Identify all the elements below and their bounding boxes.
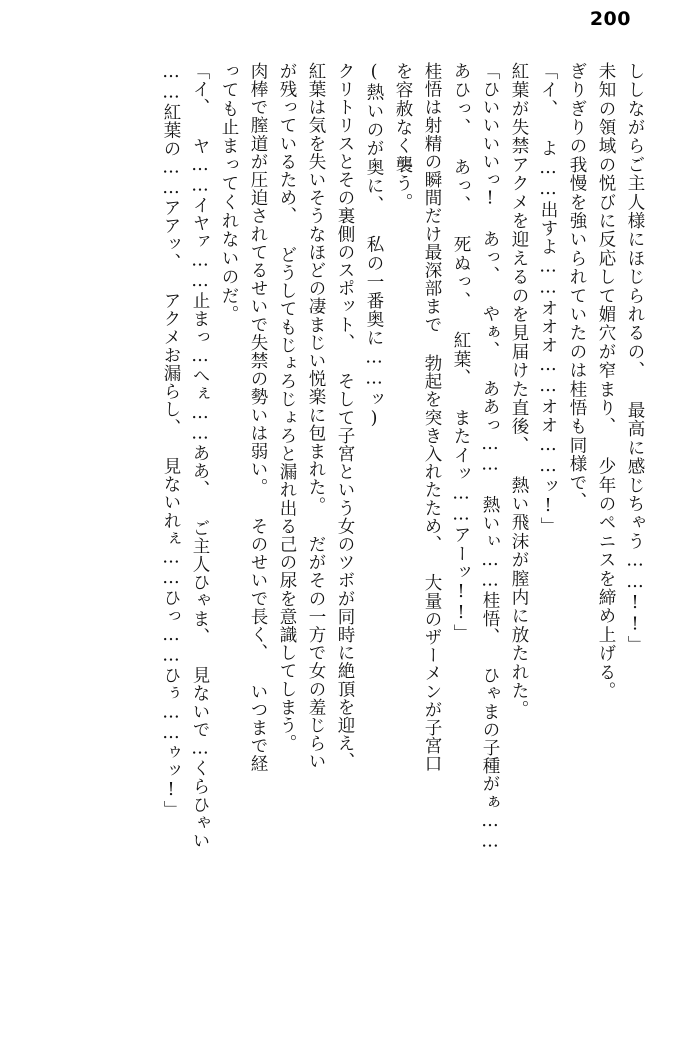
text-column: ぎりぎりの我慢を強いられていたのは桂悟も同様で、 [567, 62, 587, 511]
text-column: 紅葉は気を失いそうなほどの凄まじい悦楽に包まれた。 だがその一方で女の羞じらい [306, 62, 326, 771]
text-column: ……紅葉の……アアッ、 アクメお漏らし、 見ないれぇ……ひっ……ひぅ……ゥッ!」 [161, 62, 181, 819]
vertical-text-body [40, 62, 643, 1028]
text-column: っても止まってくれないのだ。 [219, 62, 239, 324]
text-column: あひっ、 あっ、 死ぬっ、 紅葉、 またイッ……アーッ!!」 [451, 62, 471, 643]
text-column: を容赦なく襲う。 [393, 62, 413, 212]
text-column: 「ひいいいいっ! あっ、 やぁ、 ああっ…… 熱いぃ……桂悟、 ひゃまの子種がぁ…… [480, 62, 500, 853]
text-column: 「イ、 よ……出すよ……オオオ……オオ……ッ!」 [538, 62, 558, 536]
text-column: クリトリスとその裏側のスポット、 そして子宮という女のツボが同時に絶頂を迎え、 [335, 62, 355, 771]
text-column: 未知の領域の悦びに反応して媚穴が窄まり、 少年のペニスを締め上げる。 [596, 62, 616, 701]
text-column: が残っているため、 どうしてもじょろじょろと漏れ出る己の尿を意識してしまう。 [277, 62, 297, 753]
text-column: 肉棒で膣道が圧迫されてるせいで失禁の勢いは弱い。 そのせいで長く、 いつまで経 [248, 62, 268, 773]
text-column: 紅葉が失禁アクメを迎えるのを見届けた直後、 熱い飛沫が膣内に放たれた。 [509, 62, 529, 719]
text-column: ししながらご主人様にほじられるの、 最高に感じちゃう……!!」 [625, 62, 645, 655]
text-column: 「イ、 ヤ……イヤァ……止まっ…へぇ……ああ、 ご主人ひゃま、 見ないで…くらひゃい [190, 62, 210, 850]
text-column: (熱いのが奥に、 私の一番奥に……ッ) [364, 62, 384, 430]
page-number: 200 [589, 8, 631, 30]
text-column: 桂悟は射精の瞬間だけ最深部まで 勃起を突き入れたため、 大量のザーメンが子宮口 [422, 62, 442, 773]
